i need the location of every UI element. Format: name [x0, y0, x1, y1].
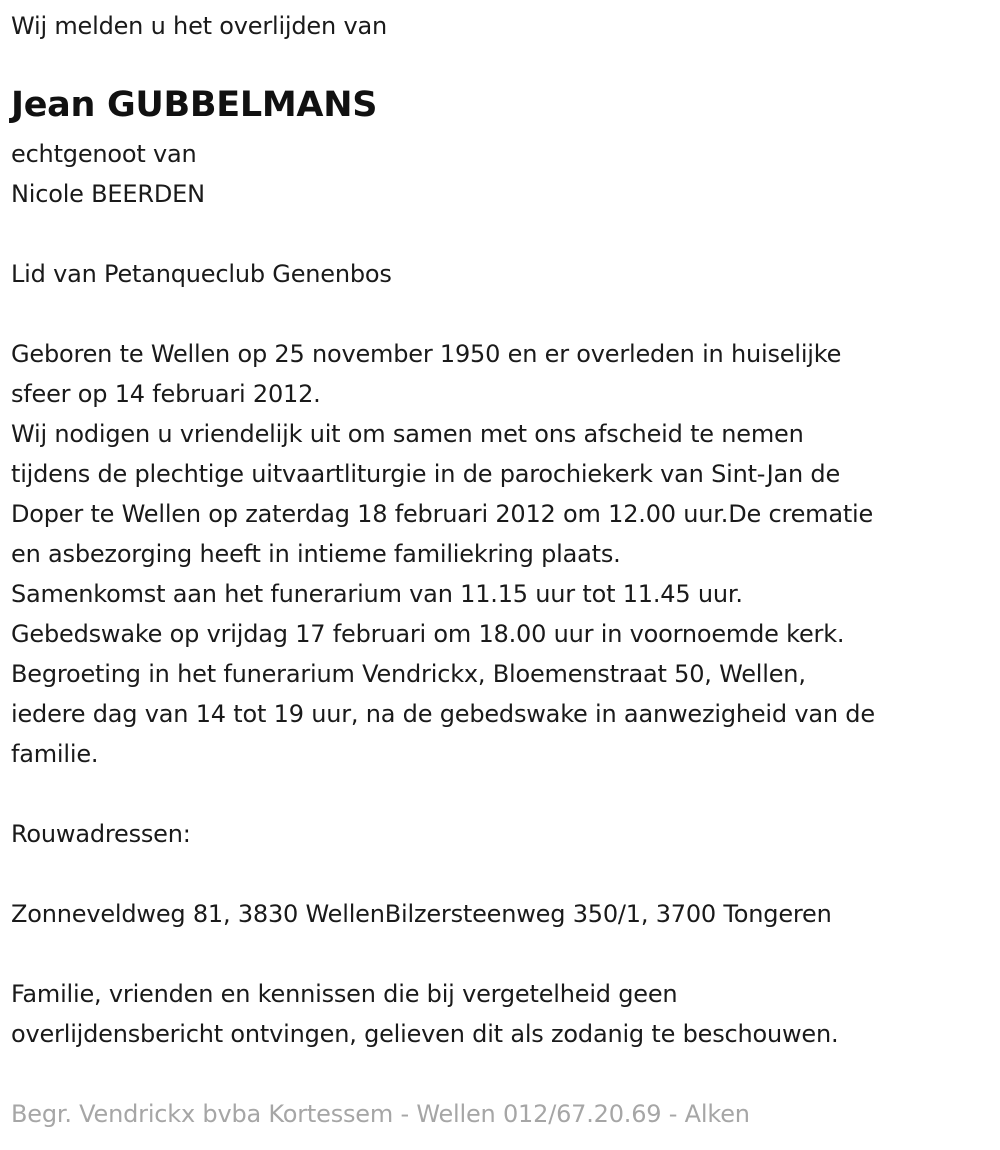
membership-text: Lid van Petanqueclub Genenbos — [11, 260, 392, 288]
main-text-line: en asbezorging heeft in intieme familiekring plaats. — [11, 540, 621, 568]
main-text-line: Samenkomst aan het funerarium van 11.15 uur tot 11.45 uur. — [11, 580, 743, 608]
closing-line: overlijdensbericht ontvingen, gelieven dit als zodanig te beschouwen. — [11, 1020, 839, 1048]
main-text-line: iedere dag van 14 tot 19 uur, na de gebedswake in aanwezigheid van de — [11, 700, 875, 728]
spouse-name: Nicole BEERDEN — [11, 180, 205, 208]
deceased-name: Jean GUBBELMANS — [11, 85, 378, 125]
main-text-line: Wij nodigen u vriendelijk uit om samen met ons afscheid te nemen — [11, 420, 804, 448]
closing-block — [11, 974, 838, 1054]
main-text-line: tijdens de plechtige uitvaartliturgie in de parochiekerk van Sint-Jan de — [11, 460, 841, 488]
addresses-label-block — [11, 814, 191, 854]
addresses-block — [11, 894, 832, 934]
main-text-line: familie. — [11, 740, 99, 768]
spouse-block — [11, 134, 205, 214]
membership-block — [11, 254, 392, 294]
intro-text: Wij melden u het overlijden van — [11, 12, 387, 40]
funeral-home-footer: Begr. Vendrickx bvba Kortessem - Wellen 012/67.20.69 - Alken — [11, 1100, 750, 1128]
spouse-relation: echtgenoot van — [11, 140, 197, 168]
addresses-label: Rouwadressen: — [11, 820, 191, 848]
main-text-line: Gebedswake op vrijdag 17 februari om 18.00 uur in voornoemde kerk. — [11, 620, 845, 648]
addresses-text: Zonneveldweg 81, 3830 WellenBilzersteenweg 350/1, 3700 Tongeren — [11, 900, 832, 928]
main-text-block — [11, 334, 875, 774]
main-text-line: Geboren te Wellen op 25 november 1950 en er overleden in huiselijke — [11, 340, 842, 368]
main-text-line: sfeer op 14 februari 2012. — [11, 380, 321, 408]
main-text-line: Begroeting in het funerarium Vendrickx, Bloemenstraat 50, Wellen, — [11, 660, 806, 688]
closing-line: Familie, vrienden en kennissen die bij vergetelheid geen — [11, 980, 678, 1008]
main-text-line: Doper te Wellen op zaterdag 18 februari 2012 om 12.00 uur.De crematie — [11, 500, 874, 528]
